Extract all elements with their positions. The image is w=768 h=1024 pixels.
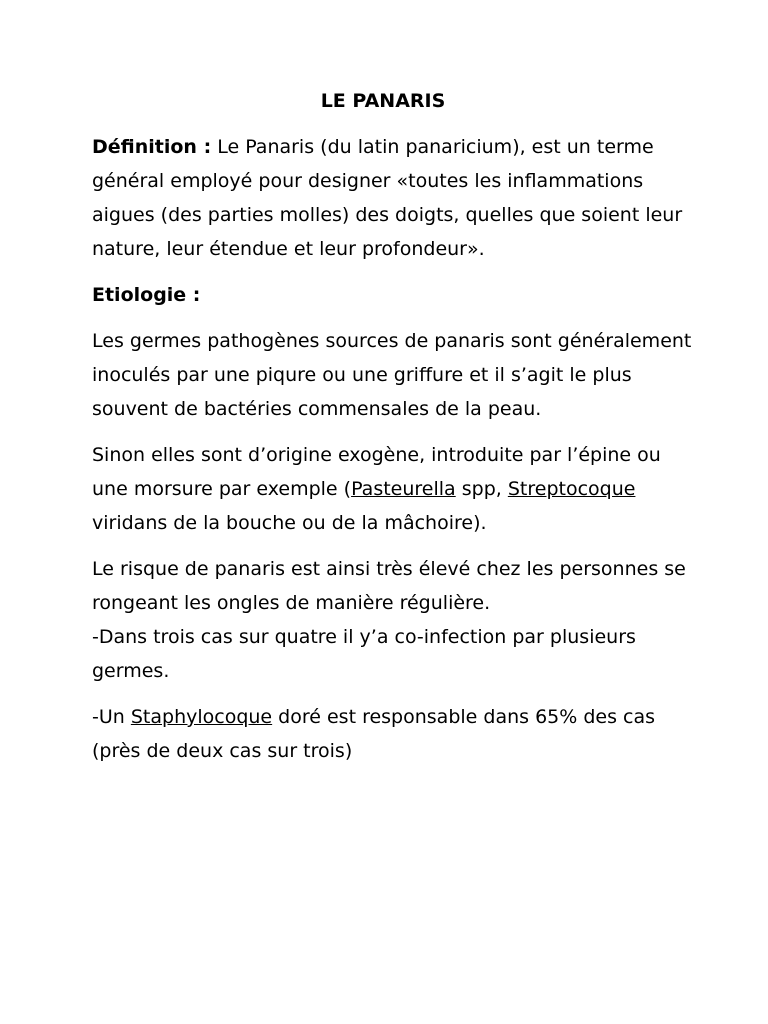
staphylocoque-link[interactable]: Staphylocoque	[130, 706, 273, 728]
coinfection-paragraph: -Dans trois cas sur quatre il y’a co-infection par plusieurs germes.	[92, 626, 636, 682]
etiology-heading	[92, 278, 692, 312]
risk-paragraph: Le risque de panaris est ainsi très élevé chez les personnes se rongeant les ongles de manière régulière.	[92, 558, 686, 614]
etiology-heading-text: Etiologie :	[92, 284, 201, 306]
definition-paragraph	[92, 130, 692, 266]
germs-paragraph: Les germes pathogènes sources de panaris sont généralement inoculés par une piqure ou une griffure et il s’agit le plus souvent de bactéries commensales de la peau.	[92, 330, 692, 420]
streptocoque-link[interactable]: Streptocoque	[507, 478, 636, 500]
staph-text-1: -Un	[92, 706, 131, 728]
exogenous-text-3: viridans de la bouche ou de la mâchoire).	[92, 512, 487, 534]
document-title: LE PANARIS	[320, 90, 446, 112]
definition-text: Le Panaris (du latin panaricium), est un terme général employé pour designer «toutes les inflammations aigues (des parties molles) des doigts, quelles que soient leur nature, leur étendue et leur profondeur».	[92, 136, 683, 260]
exogenous-text-1: Sinon elles sont d’origine exogène, introduite par l’épine ou une morsure par exemple (	[92, 444, 661, 500]
staphylocoque-paragraph	[92, 700, 692, 768]
exogenous-text-2: spp,	[455, 478, 508, 500]
document-body	[92, 84, 692, 780]
staph-text-2: doré est responsable dans 65% des cas (près de deux cas sur trois)	[92, 706, 656, 762]
definition-label: Définition :	[92, 136, 212, 158]
pasteurella-link[interactable]: Pasteurella	[351, 478, 456, 500]
exogenous-paragraph	[92, 438, 692, 540]
